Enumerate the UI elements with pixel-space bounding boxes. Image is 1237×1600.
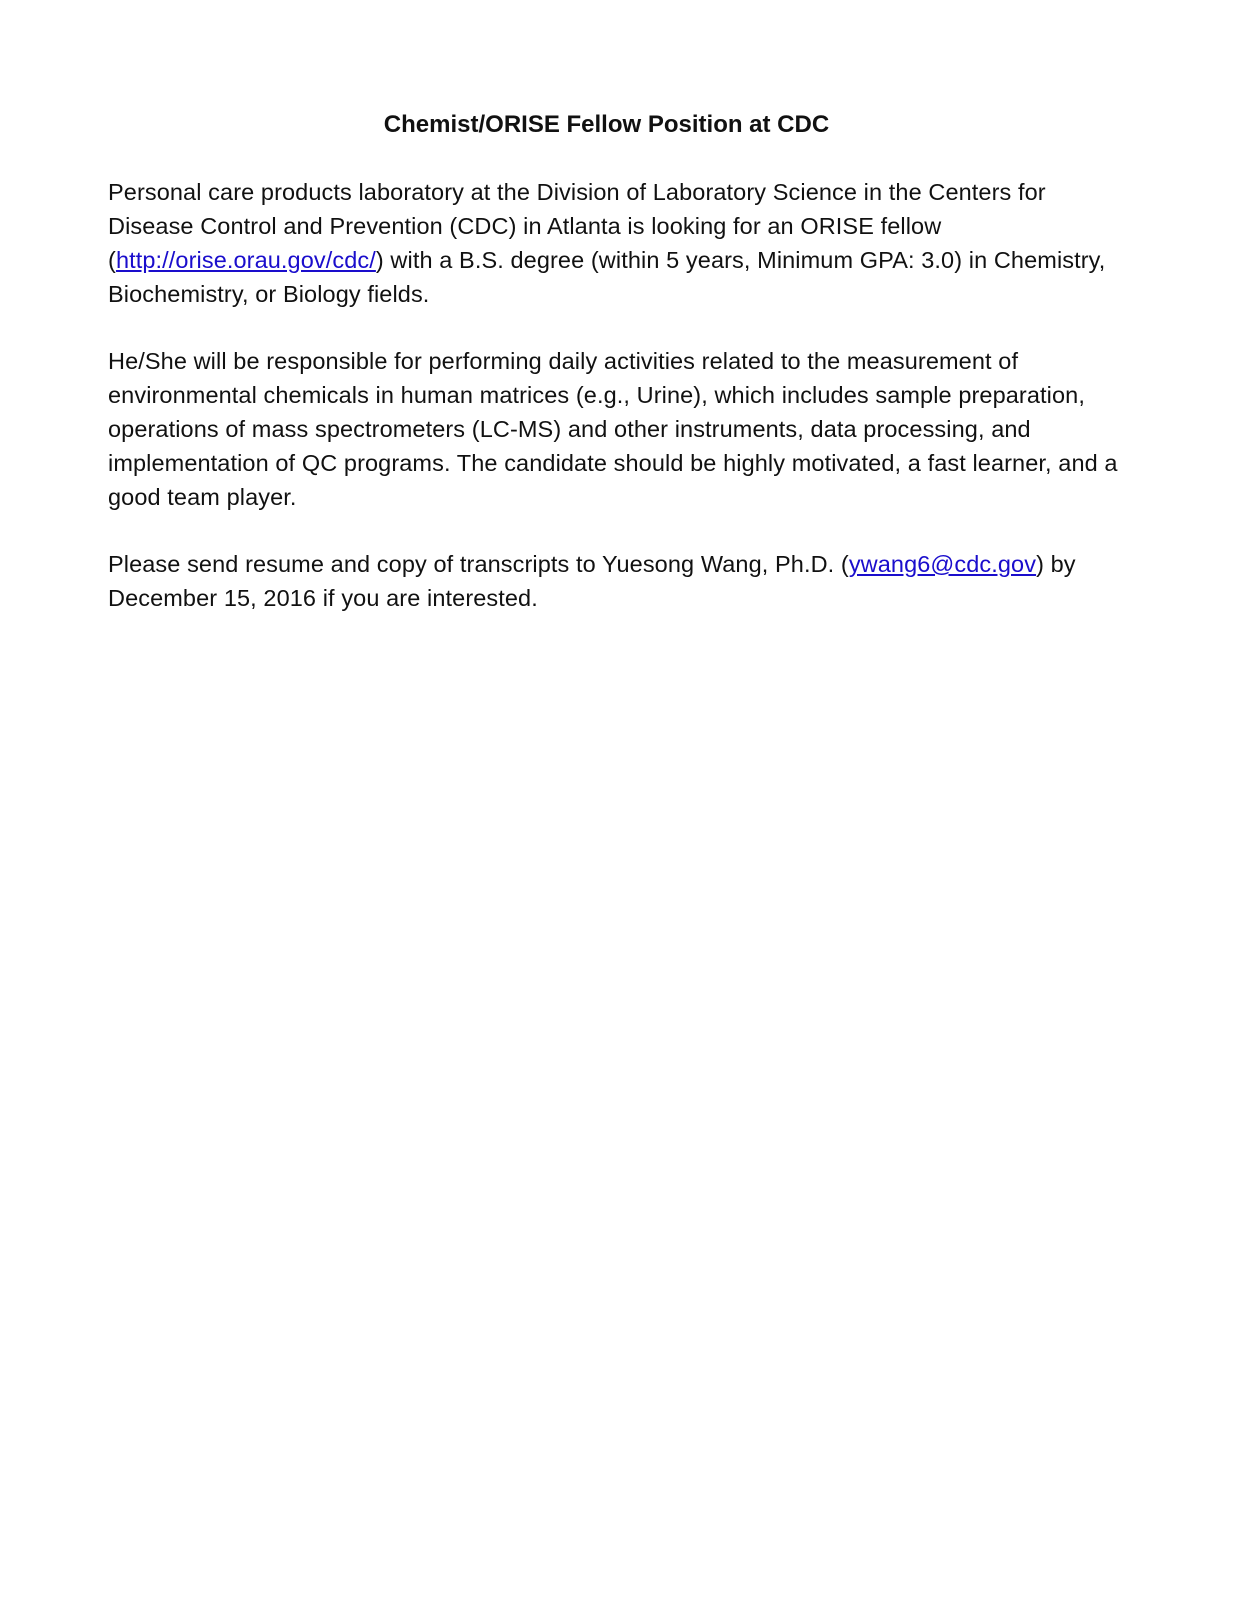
paragraph-contact — [108, 547, 1118, 615]
orise-link[interactable]: http://orise.orau.gov/cdc/ — [115, 247, 376, 273]
page-title: Chemist/ORISE Fellow Position at CDC — [383, 111, 830, 138]
paragraph-position-description — [108, 175, 1118, 311]
paragraph3-text-before-link: Please send resume and copy of transcripts to Yuesong Wang, Ph.D. ( — [108, 551, 849, 577]
paragraph1-text-before-link: Personal care products laboratory at the Division of Laboratory Science in the Centers for Disease Control and Prevention (CDC) in Atlanta is looking for an ORISE fellow ( — [108, 179, 1046, 273]
paragraph1-text-after-link: ) with a B.S. degree (within 5 years, Minimum GPA: 3.0) in Chemistry, Biochemistry, or Biology fields. — [108, 247, 1106, 307]
email-link[interactable]: ywang6@cdc.gov — [848, 551, 1037, 577]
paragraph-responsibilities: He/She will be responsible for performing daily activities related to the measurement of environmental chemicals in human matrices (e.g., Urine), which includes sample preparation, operations of mass spectrometers (LC-MS) and other instruments, data processing, and implementation of QC programs. The candidate should be highly motivated, a fast learner, and a good team player. — [108, 348, 1118, 510]
paragraph3-text-after-link: ) by December 15, 2016 if you are interested. — [108, 551, 1076, 611]
